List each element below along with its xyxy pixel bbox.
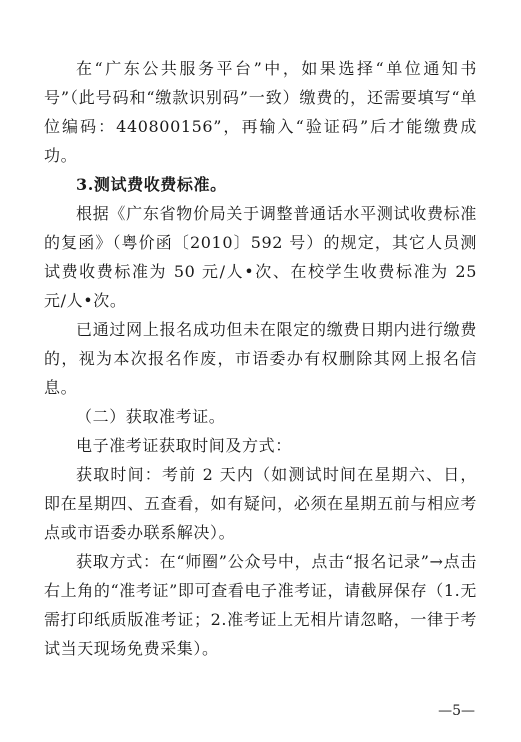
paragraph-ticket-method: 获取方式：在“师圈”公众号中，点击“报名记录”→点击右上角的“准考证”即可查看电子准考证，请截屏保存（1.无需打印纸质版准考证；2.准考证上无相片请忽略，一律于考试当天现场免费采集）。 <box>44 552 477 658</box>
paragraph-unpaid-registration: 已通过网上报名成功但未在限定的缴费日期内进行缴费的，视为本次报名作废，市语委办有权删除其网上报名信息。 <box>44 320 477 397</box>
paragraph-payment-platform-note: 在“广东公共服务平台”中，如果选择“单位通知书号”（此号码和“缴款识别码”一致）缴费的，还需要填写“单位编码：440800156”，再输入“验证码”后才能缴费成功。 <box>44 59 477 165</box>
paragraph-fee-standard: 根据《广东省物价局关于调整普通话水平测试收费标准的复函》（粤价函〔2010〕592 号）的规定，其它人员测试费收费标准为 50 元/人•次、在校学生收费标准为 25 元/人•次。 <box>44 204 477 310</box>
page-number: —5— <box>438 703 475 719</box>
section-heading-fee-standard: 3.测试费收费标准。 <box>76 175 227 194</box>
paragraph-ticket-time: 获取时间：考前 2 天内（如测试时间在星期六、日，即在星期四、五查看，如有疑问，必须在星期五前与相应考点或市语委办联系解决）。 <box>44 465 477 542</box>
section-heading-admission-ticket: （二）获取准考证。 <box>76 407 226 426</box>
paragraph-ticket-intro: 电子准考证获取时间及方式： <box>76 436 292 455</box>
document-body <box>44 54 477 663</box>
